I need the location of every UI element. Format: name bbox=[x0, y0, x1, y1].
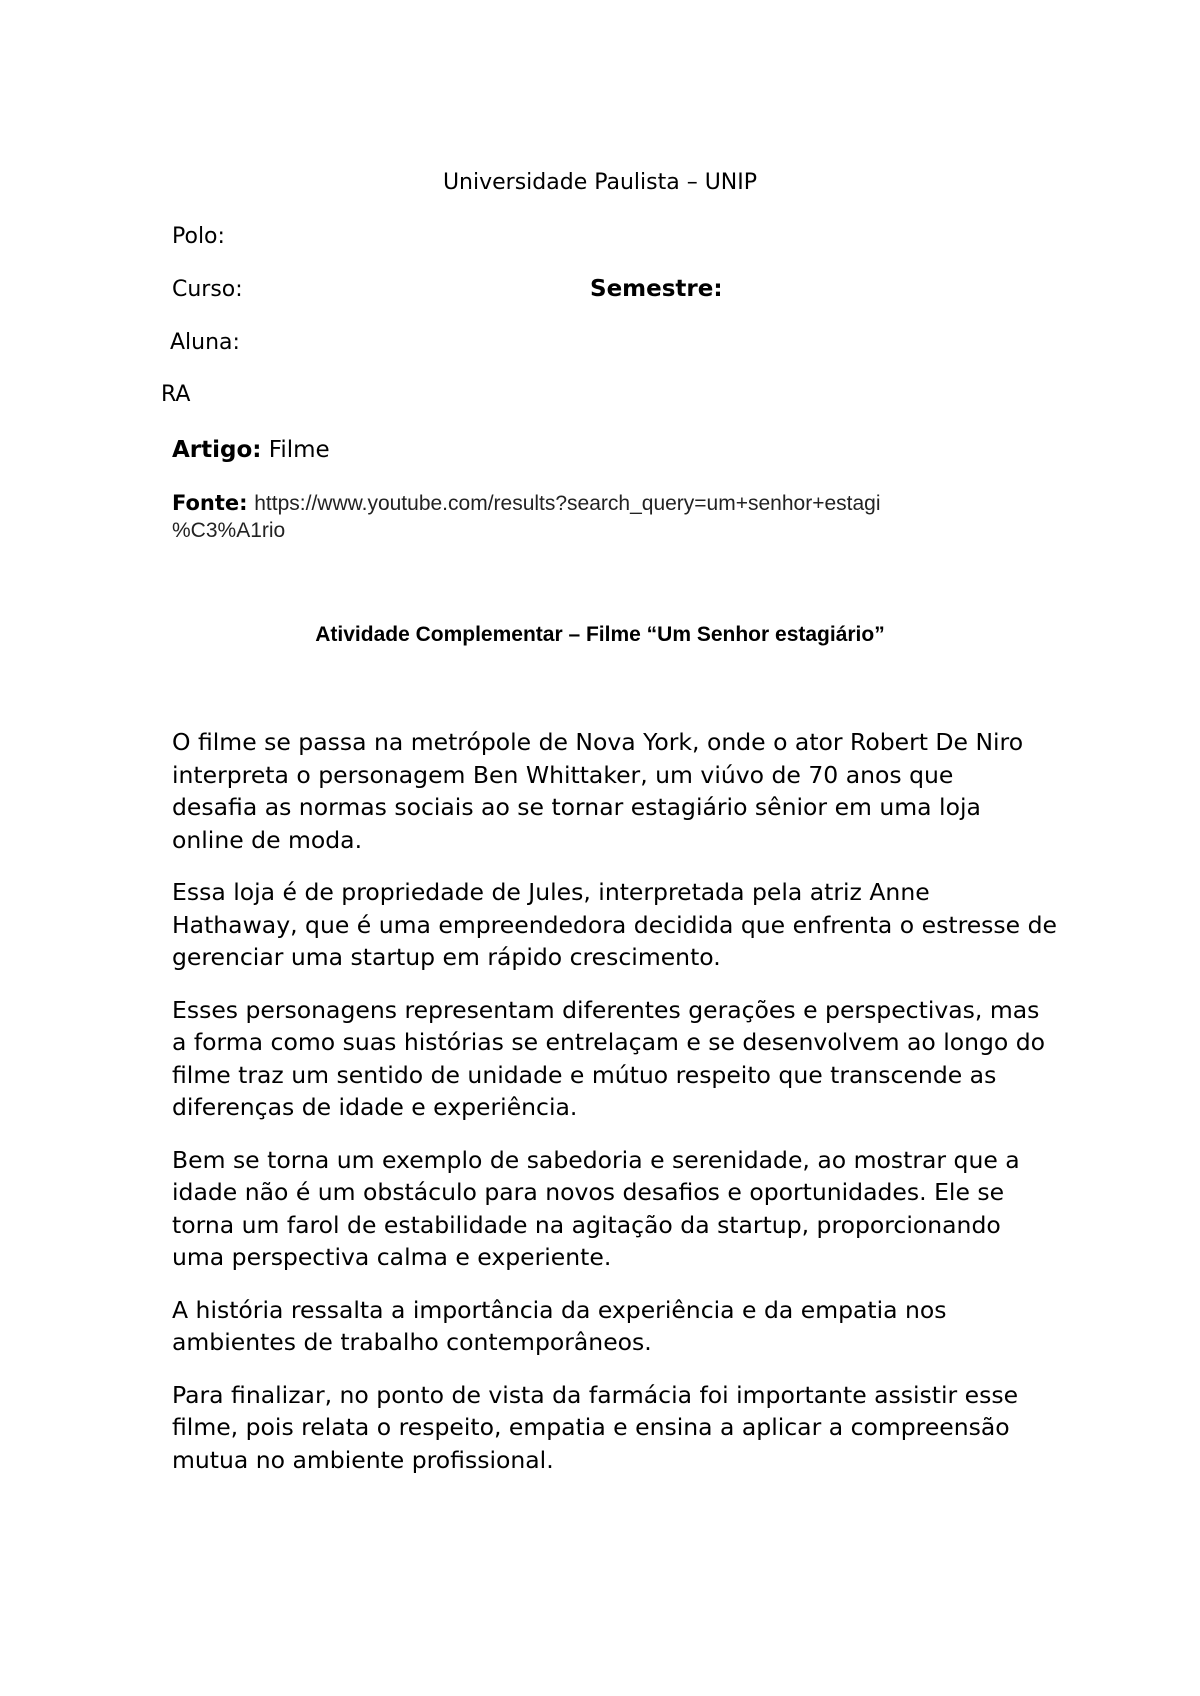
paragraph-line: Hathaway, que é uma empreendedora decidida que enfrenta o estresse de bbox=[172, 910, 1057, 939]
fonte-label: Fonte: bbox=[172, 491, 248, 515]
body-text bbox=[172, 726, 1112, 1496]
paragraph-line: uma perspectiva calma e experiente. bbox=[172, 1243, 612, 1271]
paragraph bbox=[172, 726, 1112, 856]
fonte-url-line2: %C3%A1rio bbox=[172, 519, 286, 542]
artigo-label: Artigo: bbox=[172, 437, 262, 463]
paragraph-line: filme traz um sentido de unidade e mútuo respeito que transcende as bbox=[172, 1060, 997, 1089]
polo-label: Polo: bbox=[172, 224, 225, 249]
paragraph-line: ambientes de trabalho contemporâneos. bbox=[172, 1328, 652, 1356]
semestre-label: Semestre: bbox=[590, 276, 723, 302]
paragraph-line: Esses personagens representam diferentes gerações e perspectivas, mas bbox=[172, 995, 1040, 1024]
artigo-line bbox=[172, 437, 330, 463]
aluna-label: Aluna: bbox=[170, 330, 240, 355]
paragraph-line: diferenças de idade e experiência. bbox=[172, 1093, 578, 1121]
paragraph bbox=[172, 1144, 1112, 1274]
paragraph bbox=[172, 1379, 1112, 1477]
university-title: Universidade Paulista – UNIP bbox=[442, 170, 758, 195]
paragraph-line: Essa loja é de propriedade de Jules, interpretada pela atriz Anne bbox=[172, 878, 930, 906]
paragraph-line: a forma como suas histórias se entrelaçam e se desenvolvem ao longo do bbox=[172, 1028, 1046, 1056]
activity-title: Atividade Complementar – Filme “Um Senhor estagiário” bbox=[315, 623, 885, 646]
paragraph-line: Bem se torna um exemplo de sabedoria e serenidade, ao mostrar que a bbox=[172, 1145, 1020, 1174]
ra-label: RA bbox=[161, 382, 191, 407]
paragraph-line: torna um farol de estabilidade na agitação da startup, proporcionando bbox=[172, 1210, 1001, 1239]
fonte-line bbox=[172, 490, 1032, 544]
fonte-url-line1: https://www.youtube.com/results?search_query=um+senhor+estagi bbox=[254, 492, 881, 515]
paragraph-line: gerenciar uma startup em rápido crescimento. bbox=[172, 943, 721, 971]
paragraph-line: interpreta o personagem Ben Whittaker, um viúvo de 70 anos que bbox=[172, 760, 954, 789]
paragraph-line: online de moda. bbox=[172, 825, 363, 854]
paragraph-line: O filme se passa na metrópole de Nova York, onde o ator Robert De Niro bbox=[172, 728, 1024, 756]
paragraph bbox=[172, 876, 1112, 974]
paragraph-line: filme, pois relata o respeito, empatia e ensina a aplicar a compreensão bbox=[172, 1413, 1010, 1441]
curso-label: Curso: bbox=[172, 277, 243, 302]
paragraph-line: A história ressalta a importância da experiência e da empatia nos bbox=[172, 1295, 947, 1324]
paragraph bbox=[172, 1294, 1112, 1359]
paragraph-line: mutua no ambiente profissional. bbox=[172, 1445, 554, 1474]
paragraph-line: Para finalizar, no ponto de vista da farmácia foi importante assistir esse bbox=[172, 1380, 1019, 1409]
paragraph-line: idade não é um obstáculo para novos desafios e oportunidades. Ele se bbox=[172, 1178, 1005, 1206]
artigo-value: Filme bbox=[268, 437, 330, 463]
paragraph-line: desafia as normas sociais ao se tornar estagiário sênior em uma loja bbox=[172, 793, 981, 821]
paragraph bbox=[172, 994, 1112, 1124]
